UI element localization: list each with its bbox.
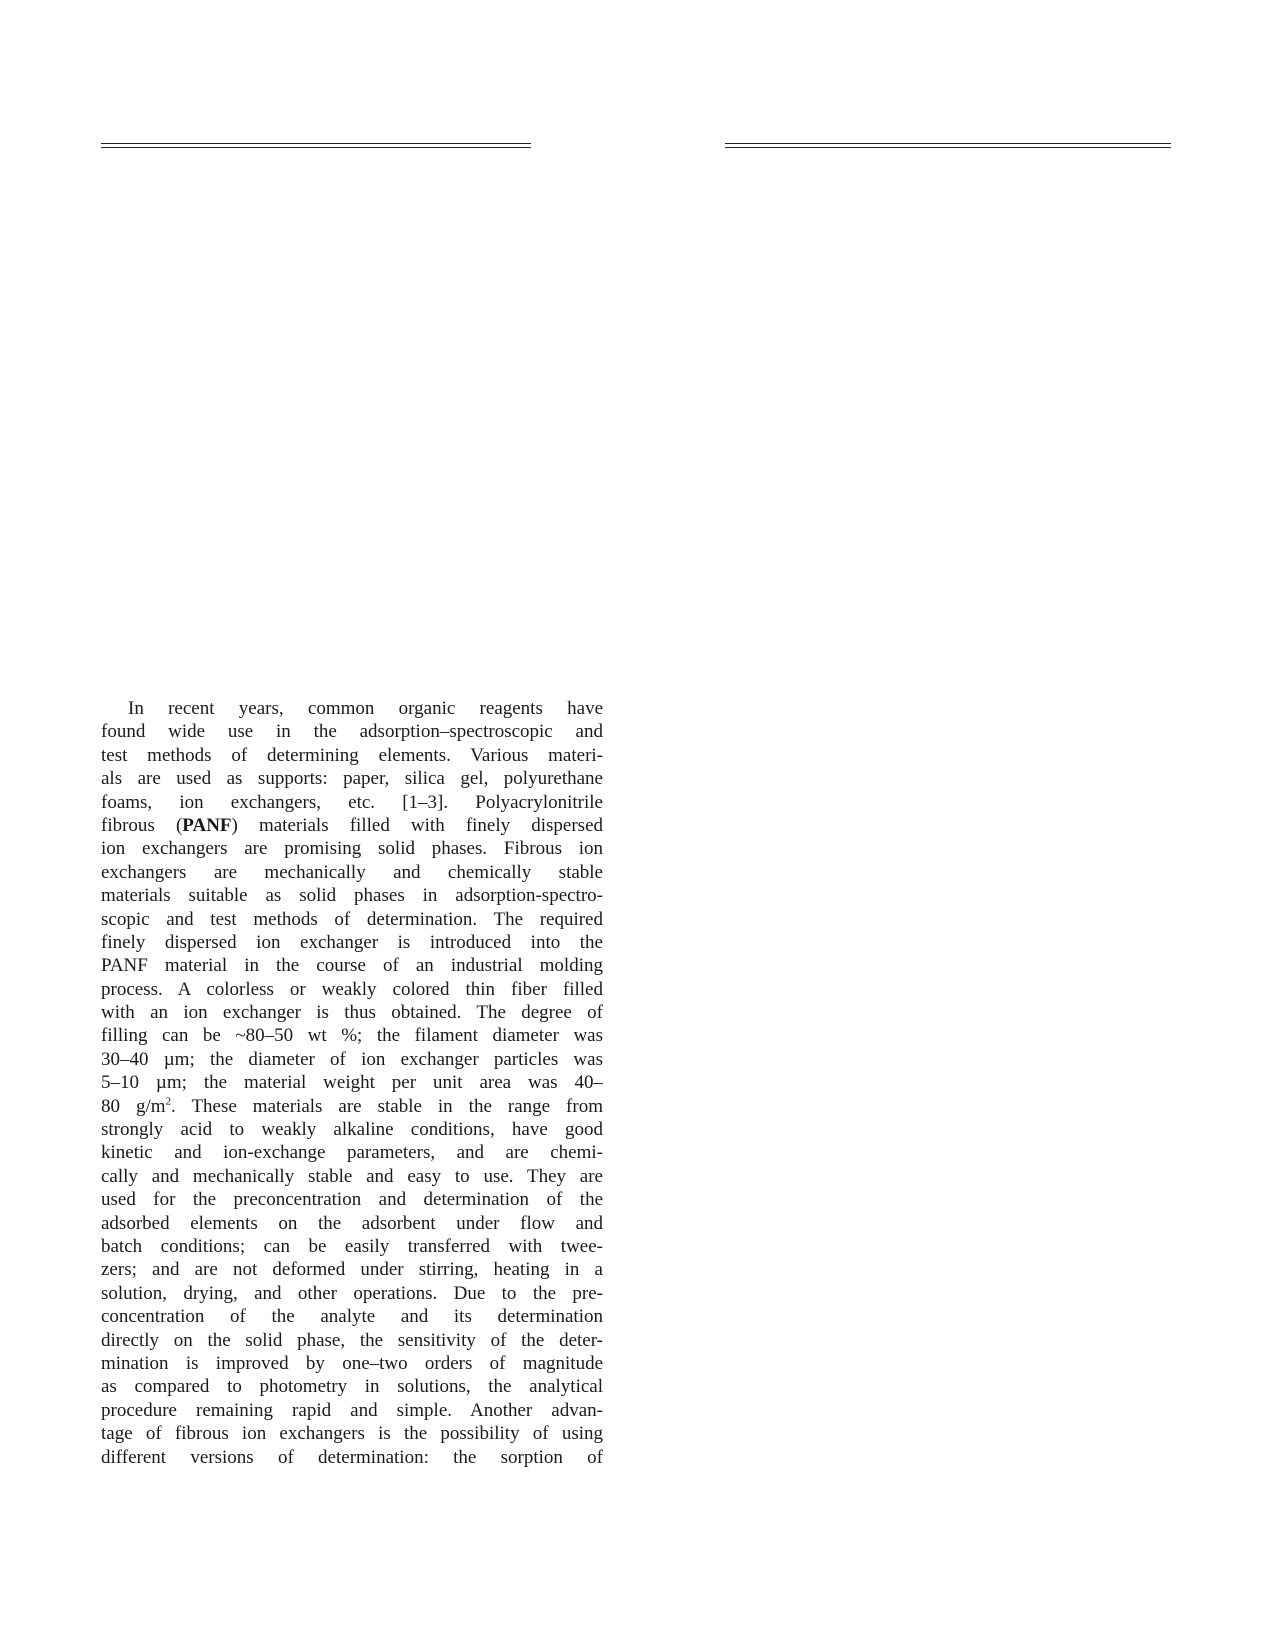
body-line: kinetic and ion-exchange parameters, and are chemi-: [101, 1142, 603, 1164]
body-line: found wide use in the adsorption–spectroscopic and: [101, 721, 603, 743]
body-line: adsorbed elements on the adsorbent under flow and: [101, 1212, 603, 1234]
body-line: strongly acid to weakly alkaline conditions, have good: [101, 1119, 603, 1141]
body-line: materials suitable as solid phases in adsorption-spectro-: [101, 885, 603, 907]
body-line: mination is improved by one–two orders of magnitude: [101, 1352, 603, 1374]
body-line: different versions of determination: the sorption of: [101, 1446, 603, 1468]
body-line: batch conditions; can be easily transferred with twee-: [101, 1235, 603, 1257]
body-line: test methods of determining elements. Various materi-: [101, 744, 603, 766]
right-rule: [725, 143, 1171, 148]
body-line: tage of fibrous ion exchangers is the possibility of using: [101, 1423, 603, 1445]
superscript: 2: [165, 1095, 172, 1108]
body-line: procedure remaining rapid and simple. Another advan-: [101, 1399, 603, 1421]
body-line: 30–40 µm; the diameter of ion exchanger particles was: [101, 1048, 603, 1070]
body-line: foams, ion exchangers, etc. [1–3]. Polyacrylonitrile: [101, 791, 603, 813]
body-line: cally and mechanically stable and easy to use. They are: [101, 1165, 603, 1187]
body-line: process. A colorless or weakly colored thin fiber filled: [101, 978, 603, 1000]
panf-term: PANF: [182, 814, 232, 836]
body-line: als are used as supports: paper, silica gel, polyurethane: [101, 768, 603, 790]
body-line: solution, drying, and other operations. Due to the pre-: [101, 1282, 603, 1304]
body-line: used for the preconcentration and determination of the: [101, 1189, 603, 1211]
body-line: fibrous (PANF) materials filled with finely dispersed: [101, 814, 603, 836]
body-line: with an ion exchanger is thus obtained. The degree of: [101, 1002, 603, 1024]
body-line: exchangers are mechanically and chemically stable: [101, 861, 603, 883]
left-rule: [101, 143, 531, 148]
section-bar: [101, 134, 1171, 158]
body-line: ion exchangers are promising solid phases. Fibrous ion: [101, 838, 603, 860]
body-line: concentration of the analyte and its determination: [101, 1306, 603, 1328]
body-line: directly on the solid phase, the sensitivity of the deter-: [101, 1329, 603, 1351]
body-line: 5–10 µm; the material weight per unit area was 40–: [101, 1072, 603, 1094]
body-line: as compared to photometry in solutions, the analytical: [101, 1376, 603, 1398]
body-line: filling can be ~80–50 wt %; the filament diameter was: [101, 1025, 603, 1047]
body-line: scopic and test methods of determination. The required: [101, 908, 603, 930]
body-line: In recent years, common organic reagents have: [128, 698, 603, 719]
body-line: 80 $g/m^2$. These materials are stable in the range from: [101, 1095, 603, 1117]
body-line: finely dispersed ion exchanger is introduced into the: [101, 931, 603, 953]
left-column: [101, 697, 603, 1469]
body-line: zers; and are not deformed under stirring, heating in a: [101, 1259, 603, 1281]
body-line: PANF material in the course of an industrial molding: [101, 955, 603, 977]
